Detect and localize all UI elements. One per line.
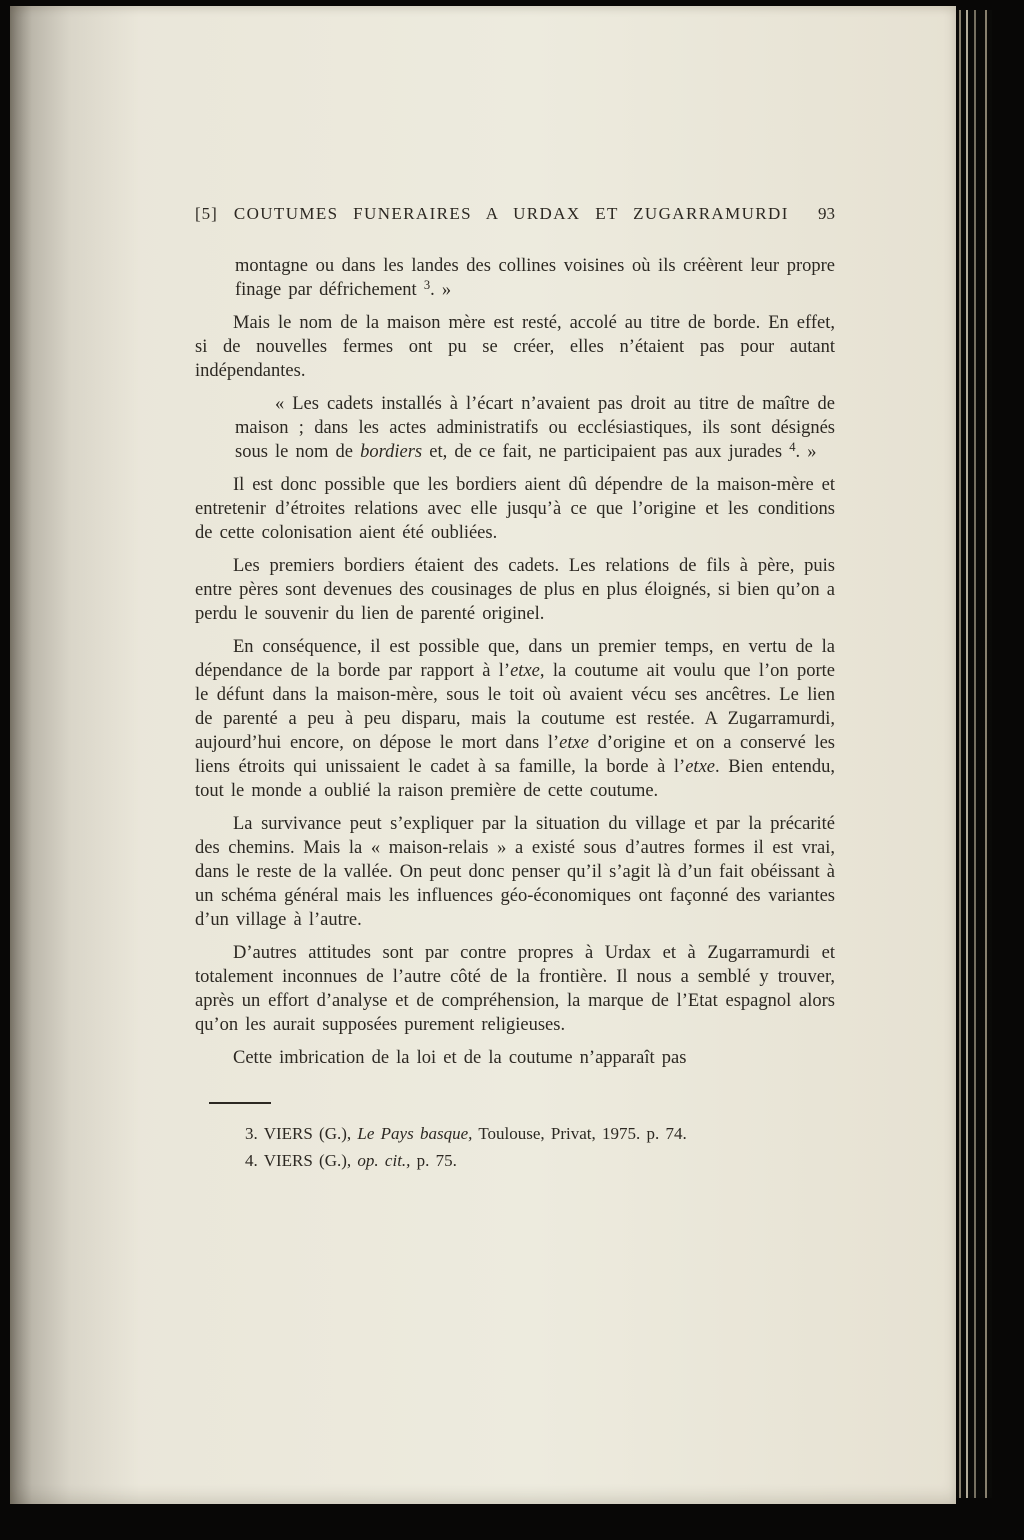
text-run: Mais le nom de la maison mère est resté, accolé au titre de borde. En effet, si de nouvelles fermes ont pu se créer, elles n’étaient pas pour autant indépendantes.: [195, 313, 835, 381]
text-run: En conséquence, il est possible que, dans un premier temps, en vertu de la dépendance de la borde par rapport à l’: [195, 637, 835, 681]
footnote: [245, 1147, 835, 1174]
book-page: [10, 6, 956, 1504]
italic-term: etxe: [685, 757, 715, 777]
text-run: « Les cadets installés à l’écart n’avaient pas droit au titre de maître de maison ; dans les actes administratifs ou ecclésiastiques, ils sont désignés sous le nom de: [235, 394, 835, 462]
paragraph: [195, 635, 835, 803]
italic-term: bordiers: [360, 442, 423, 462]
page-content: [195, 204, 835, 1174]
paragraph: [235, 254, 835, 302]
italic-term: Le Pays basque,: [357, 1124, 473, 1143]
text-run: . Bien entendu, tout le monde a oublié la raison première de cette coutume.: [195, 757, 835, 801]
text-run: d’origine et on a conservé les liens étroits qui unissaient le cadet à sa famille, la borde à l’: [195, 733, 836, 777]
text-run: et, de ce fait, ne participaient pas aux jurades: [422, 442, 790, 462]
text-run: 3. VIERS (G.),: [245, 1124, 358, 1143]
footnote-rule: [209, 1102, 271, 1104]
text-run: . »: [795, 442, 817, 462]
footnote-reference: 4: [789, 440, 796, 455]
running-header: [195, 204, 835, 224]
footnote: [245, 1120, 835, 1147]
italic-term: op. cit.,: [357, 1151, 411, 1170]
text-run: Il est donc possible que les bordiers aient dû dépendre de la maison-mère et entretenir d’étroites relations avec elle jusqu’à ce que l’origine et les conditions de cette colonisation aient été oubliées.: [195, 475, 835, 543]
text-run: Cette imbrication de la loi et de la coutume n’apparaît pas: [233, 1048, 687, 1068]
footnote-reference: 3: [423, 278, 431, 293]
text-run: D’autres attitudes sont par contre propres à Urdax et à Zugarramurdi et totalement inconnues de l’autre côté de la frontière. Il nous a semblé y trouver, après un effort d’analyse et de compréhension, la marque de l’Etat espagnol alors qu’on les aurait supposées purement religieuses.: [195, 943, 835, 1035]
paragraph: [195, 941, 835, 1037]
text-run: La survivance peut s’expliquer par la situation du village et par la précarité des chemins. Mais la « maison-relais » a existé sous d’autres formes il est vrai, dans le reste de la vallée. On peut donc penser qu’il s’agit là d’un fait obéissant à un schéma général mais les influences géo-économiques ont façonné des variantes d’un village à l’autre.: [195, 814, 835, 930]
page-number: 93: [818, 204, 835, 223]
text-run: Les premiers bordiers étaient des cadets. Les relations de fils à père, puis entre pères sont devenues des cousinages de plus en plus éloignés, si bien qu’on a perdu le souvenir du lien de parenté originel.: [195, 556, 835, 624]
italic-term: etxe: [559, 733, 589, 753]
page-edge-stack: [956, 10, 992, 1498]
text-run: . »: [430, 280, 452, 300]
paragraph: [195, 1046, 835, 1070]
chapter-title: COUTUMES FUNERAIRES A URDAX ET ZUGARRAMURDI: [233, 204, 789, 223]
paragraph: [195, 554, 835, 626]
section-number: [5]: [195, 204, 218, 223]
text-run: , la coutume ait voulu que l’on porte le défunt dans la maison-mère, sous le toit où avaient vécu ses ancêtres. Le lien de parenté a peu à peu disparu, mais la coutume est restée. A Zugarramurdi, aujourd’hui encore, on dépose le mort dans l’: [195, 661, 835, 753]
paragraph: [235, 392, 835, 464]
paragraph: [195, 812, 835, 932]
text-block: [195, 254, 835, 1070]
footnotes: [195, 1120, 835, 1174]
text-run: p. 75.: [410, 1151, 457, 1170]
text-run: Toulouse, Privat, 1975. p. 74.: [472, 1124, 687, 1143]
text-run: 4. VIERS (G.),: [245, 1151, 358, 1170]
paragraph: [195, 311, 835, 383]
paragraph: [195, 473, 835, 545]
text-run: montagne ou dans les landes des collines voisines où ils créèrent leur propre finage par défrichement: [235, 256, 835, 300]
italic-term: etxe: [510, 661, 540, 681]
